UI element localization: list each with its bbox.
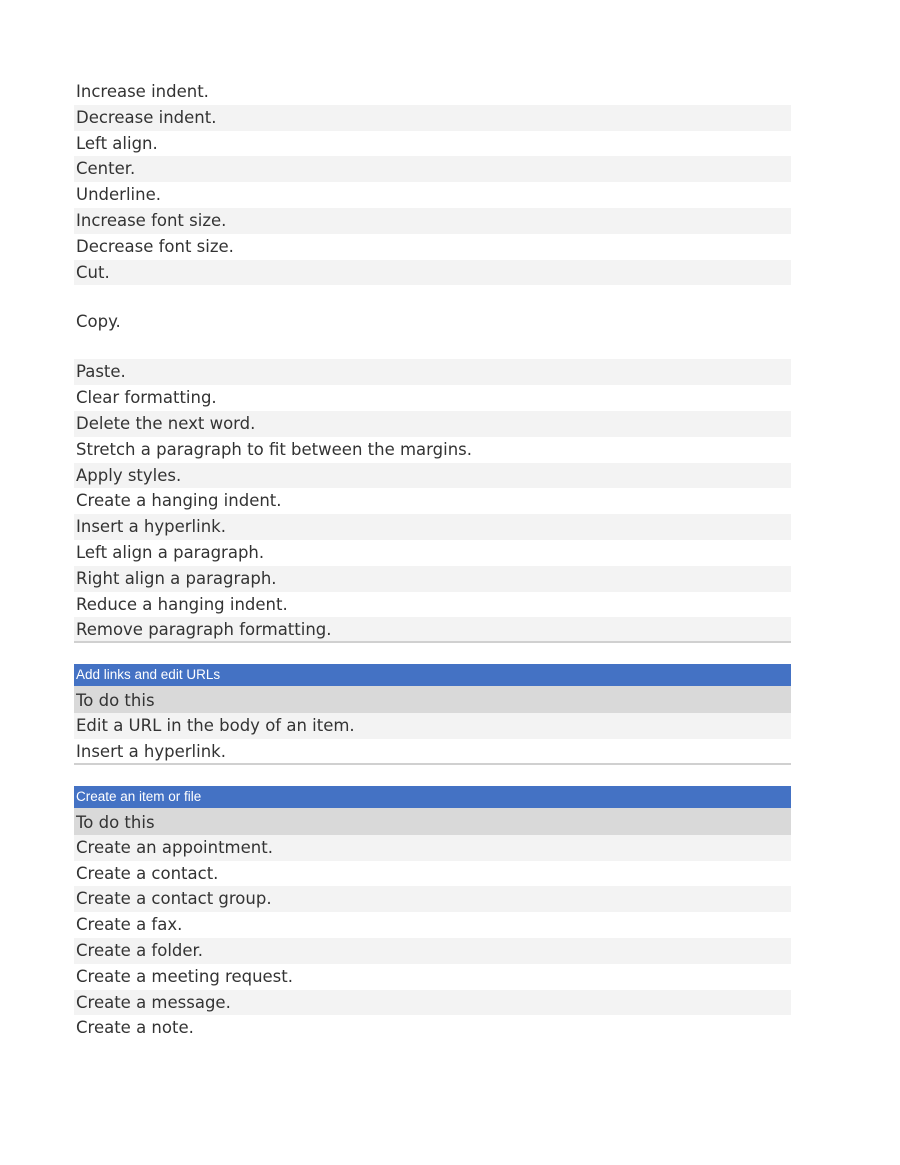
table-row: Delete the next word. bbox=[74, 411, 791, 437]
table-row: Left align. bbox=[76, 133, 158, 153]
table-row: Left align a paragraph. bbox=[76, 542, 265, 562]
table-title: Add links and edit URLs bbox=[74, 664, 791, 688]
table-row: Create a contact group. bbox=[74, 886, 791, 912]
table-row: Underline. bbox=[76, 185, 161, 205]
table-row: Apply styles. bbox=[74, 463, 791, 489]
table-row: Copy. bbox=[76, 312, 121, 332]
table-row: Create a hanging indent. bbox=[76, 491, 282, 511]
table-row: Decrease font size. bbox=[76, 236, 234, 256]
column-header: To do this bbox=[74, 810, 791, 835]
table-row: Stretch a paragraph to fit between the margins. bbox=[76, 439, 473, 459]
table-row: Insert a hyperlink. bbox=[74, 514, 791, 540]
table-row: Increase indent. bbox=[76, 82, 209, 101]
table-row: Decrease indent. bbox=[74, 105, 791, 131]
table-row: Paste. bbox=[74, 359, 791, 385]
table-row: Center. bbox=[74, 156, 791, 182]
table-row: Create a contact. bbox=[76, 863, 219, 883]
create-item-table bbox=[74, 786, 791, 1041]
table-row: Reduce a hanging indent. bbox=[76, 594, 288, 614]
table-row: Right align a paragraph. bbox=[74, 566, 791, 592]
table-row: Edit a URL in the body of an item. bbox=[74, 713, 791, 739]
table-row: Create a message. bbox=[74, 990, 791, 1016]
formatting-shortcuts-table bbox=[74, 79, 791, 643]
table-row: Cut. bbox=[74, 260, 791, 286]
table-row: Increase font size. bbox=[74, 208, 791, 234]
table-title: Create an item or file bbox=[74, 786, 791, 810]
links-urls-table bbox=[74, 664, 791, 765]
table-row: Create an appointment. bbox=[74, 835, 791, 861]
column-header: To do this bbox=[74, 688, 791, 713]
table-row: Create a note. bbox=[76, 1018, 194, 1038]
table-row: Create a folder. bbox=[74, 938, 791, 964]
table-spacer bbox=[74, 643, 791, 664]
table-row: Clear formatting. bbox=[76, 388, 217, 408]
table-row: Insert a hyperlink. bbox=[74, 739, 791, 765]
table-row: Create a fax. bbox=[76, 915, 183, 935]
table-spacer bbox=[74, 765, 791, 786]
document-page bbox=[74, 79, 791, 1041]
table-row: Create a meeting request. bbox=[76, 966, 293, 986]
table-row: Remove paragraph formatting. bbox=[74, 617, 791, 643]
